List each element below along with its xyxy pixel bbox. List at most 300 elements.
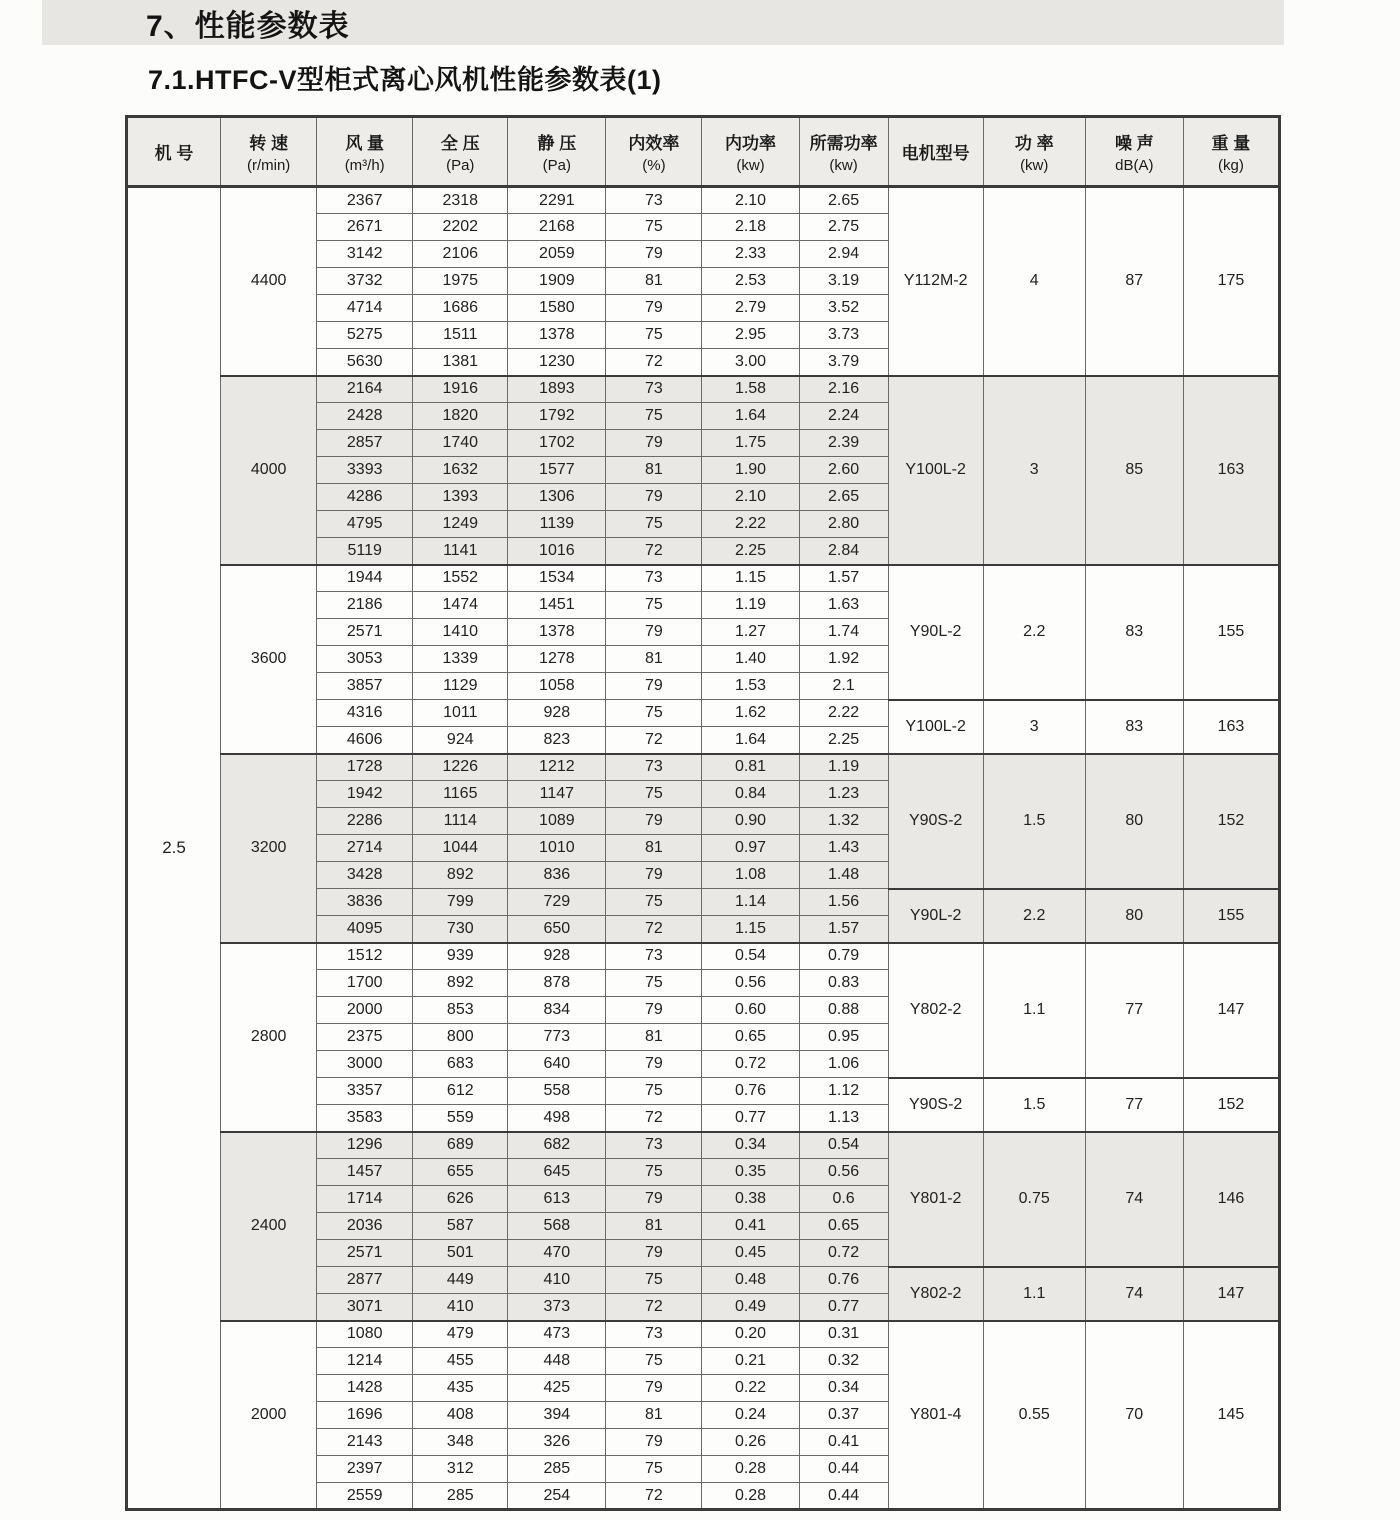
data-cell: 73 <box>606 943 702 970</box>
data-cell: 0.31 <box>799 1321 888 1348</box>
data-cell: 75 <box>606 1159 702 1186</box>
data-cell: 1141 <box>413 538 508 565</box>
table-row <box>127 1132 1280 1159</box>
data-cell: 0.26 <box>702 1429 799 1456</box>
data-cell: 1820 <box>413 403 508 430</box>
data-cell: 2143 <box>317 1429 413 1456</box>
data-cell: 1580 <box>508 295 606 322</box>
speed-cell: 2000 <box>221 1321 317 1510</box>
data-cell: 0.28 <box>702 1483 799 1510</box>
data-cell: 0.56 <box>799 1159 888 1186</box>
motor-model-cell: Y90S-2 <box>888 754 983 889</box>
data-cell: 1.56 <box>799 889 888 916</box>
data-cell: 1.63 <box>799 592 888 619</box>
data-cell: 1451 <box>508 592 606 619</box>
motor-model-cell: Y802-2 <box>888 943 983 1078</box>
data-cell: 2.1 <box>799 673 888 700</box>
data-cell: 1230 <box>508 349 606 376</box>
data-cell: 75 <box>606 1456 702 1483</box>
col-header-unit: (kw) <box>829 157 858 174</box>
data-cell: 348 <box>413 1429 508 1456</box>
data-cell: 0.72 <box>702 1051 799 1078</box>
data-cell: 0.34 <box>702 1132 799 1159</box>
data-cell: 1139 <box>508 511 606 538</box>
data-cell: 1089 <box>508 808 606 835</box>
data-cell: 2.24 <box>799 403 888 430</box>
col-header-unit: dB(A) <box>1115 157 1154 174</box>
data-cell: 626 <box>413 1186 508 1213</box>
data-cell: 394 <box>508 1402 606 1429</box>
performance-table <box>125 115 1281 1511</box>
data-cell: 72 <box>606 1105 702 1132</box>
data-cell: 2318 <box>413 187 508 214</box>
data-cell: 2186 <box>317 592 413 619</box>
motor-power-cell: 0.75 <box>983 1132 1085 1267</box>
data-cell: 0.76 <box>799 1267 888 1294</box>
data-cell: 1296 <box>317 1132 413 1159</box>
data-cell: 75 <box>606 511 702 538</box>
data-cell: 558 <box>508 1078 606 1105</box>
data-cell: 79 <box>606 484 702 511</box>
data-cell: 75 <box>606 970 702 997</box>
data-cell: 3357 <box>317 1078 413 1105</box>
table-row <box>127 187 1280 214</box>
col-header-0 <box>127 117 221 187</box>
data-cell: 559 <box>413 1105 508 1132</box>
data-cell: 3857 <box>317 673 413 700</box>
data-cell: 73 <box>606 1132 702 1159</box>
data-cell: 72 <box>606 349 702 376</box>
data-cell: 75 <box>606 781 702 808</box>
data-cell: 75 <box>606 214 702 241</box>
data-cell: 2.53 <box>702 268 799 295</box>
data-cell: 836 <box>508 862 606 889</box>
motor-noise-cell: 85 <box>1085 376 1183 565</box>
data-cell: 0.41 <box>799 1429 888 1456</box>
data-cell: 645 <box>508 1159 606 1186</box>
col-header-label: 内功率 <box>725 134 776 153</box>
data-cell: 1.40 <box>702 646 799 673</box>
motor-power-cell: 4 <box>983 187 1085 376</box>
header-row <box>127 117 1280 187</box>
data-cell: 73 <box>606 565 702 592</box>
data-cell: 1410 <box>413 619 508 646</box>
col-header-unit: (kg) <box>1218 157 1244 174</box>
motor-power-cell: 3 <box>983 376 1085 565</box>
data-cell: 435 <box>413 1375 508 1402</box>
data-cell: 75 <box>606 403 702 430</box>
data-cell: 1.15 <box>702 916 799 943</box>
data-cell: 0.6 <box>799 1186 888 1213</box>
data-cell: 613 <box>508 1186 606 1213</box>
data-cell: 2.84 <box>799 538 888 565</box>
data-cell: 1129 <box>413 673 508 700</box>
col-header-unit: (Pa) <box>542 157 572 174</box>
data-cell: 1226 <box>413 754 508 781</box>
motor-power-cell: 2.2 <box>983 565 1085 700</box>
data-cell: 2.16 <box>799 376 888 403</box>
data-cell: 1.19 <box>799 754 888 781</box>
motor-noise-cell: 74 <box>1085 1267 1183 1321</box>
motor-noise-cell: 77 <box>1085 943 1183 1078</box>
data-cell: 0.54 <box>702 943 799 970</box>
data-cell: 2.18 <box>702 214 799 241</box>
data-cell: 1393 <box>413 484 508 511</box>
data-cell: 1.12 <box>799 1078 888 1105</box>
data-cell: 1942 <box>317 781 413 808</box>
data-cell: 0.76 <box>702 1078 799 1105</box>
motor-noise-cell: 87 <box>1085 187 1183 376</box>
data-cell: 1700 <box>317 970 413 997</box>
data-cell: 1114 <box>413 808 508 835</box>
data-cell: 1714 <box>317 1186 413 1213</box>
data-cell: 1214 <box>317 1348 413 1375</box>
speed-cell: 4400 <box>221 187 317 376</box>
data-cell: 479 <box>413 1321 508 1348</box>
data-cell: 73 <box>606 1321 702 1348</box>
data-cell: 0.37 <box>799 1402 888 1429</box>
data-cell: 0.44 <box>799 1483 888 1510</box>
data-cell: 79 <box>606 673 702 700</box>
data-cell: 2.95 <box>702 322 799 349</box>
data-cell: 650 <box>508 916 606 943</box>
data-cell: 1.14 <box>702 889 799 916</box>
data-cell: 72 <box>606 916 702 943</box>
data-cell: 3393 <box>317 457 413 484</box>
table-row <box>127 943 1280 970</box>
data-cell: 79 <box>606 1186 702 1213</box>
data-cell: 939 <box>413 943 508 970</box>
data-cell: 2571 <box>317 1240 413 1267</box>
data-cell: 1378 <box>508 619 606 646</box>
data-cell: 0.77 <box>799 1294 888 1321</box>
col-header-3 <box>413 117 508 187</box>
data-cell: 326 <box>508 1429 606 1456</box>
data-cell: 0.72 <box>799 1240 888 1267</box>
data-cell: 655 <box>413 1159 508 1186</box>
table-body <box>127 187 1280 1510</box>
data-cell: 1.53 <box>702 673 799 700</box>
data-cell: 81 <box>606 646 702 673</box>
data-cell: 72 <box>606 727 702 754</box>
data-cell: 928 <box>508 943 606 970</box>
motor-noise-cell: 80 <box>1085 889 1183 943</box>
data-cell: 79 <box>606 619 702 646</box>
data-cell: 2.22 <box>799 700 888 727</box>
data-cell: 81 <box>606 1024 702 1051</box>
data-cell: 0.84 <box>702 781 799 808</box>
table-title: 7.1.HTFC-V型柜式离心风机性能参数表(1) <box>148 65 662 95</box>
data-cell: 3.73 <box>799 322 888 349</box>
data-cell: 1728 <box>317 754 413 781</box>
col-header-label: 内效率 <box>628 134 680 153</box>
data-cell: 0.65 <box>799 1213 888 1240</box>
col-header-5 <box>606 117 702 187</box>
data-cell: 2.22 <box>702 511 799 538</box>
data-cell: 1.08 <box>702 862 799 889</box>
motor-weight-cell: 146 <box>1183 1132 1279 1267</box>
data-cell: 0.45 <box>702 1240 799 1267</box>
data-cell: 800 <box>413 1024 508 1051</box>
data-cell: 0.48 <box>702 1267 799 1294</box>
data-cell: 1.75 <box>702 430 799 457</box>
data-cell: 1944 <box>317 565 413 592</box>
speed-cell: 4000 <box>221 376 317 565</box>
data-cell: 373 <box>508 1294 606 1321</box>
data-cell: 3.00 <box>702 349 799 376</box>
data-cell: 2.65 <box>799 484 888 511</box>
data-cell: 2559 <box>317 1483 413 1510</box>
data-cell: 0.22 <box>702 1375 799 1402</box>
data-cell: 1.13 <box>799 1105 888 1132</box>
data-cell: 1147 <box>508 781 606 808</box>
motor-power-cell: 2.2 <box>983 889 1085 943</box>
motor-weight-cell: 163 <box>1183 700 1279 754</box>
col-header-6 <box>702 117 799 187</box>
motor-noise-cell: 80 <box>1085 754 1183 889</box>
data-cell: 729 <box>508 889 606 916</box>
motor-power-cell: 3 <box>983 700 1085 754</box>
motor-weight-cell: 145 <box>1183 1321 1279 1510</box>
data-cell: 3836 <box>317 889 413 916</box>
data-cell: 1.32 <box>799 808 888 835</box>
data-cell: 73 <box>606 187 702 214</box>
data-cell: 1.57 <box>799 916 888 943</box>
data-cell: 0.56 <box>702 970 799 997</box>
data-cell: 2106 <box>413 241 508 268</box>
motor-power-cell: 0.55 <box>983 1321 1085 1510</box>
data-cell: 2291 <box>508 187 606 214</box>
data-cell: 0.49 <box>702 1294 799 1321</box>
data-cell: 1534 <box>508 565 606 592</box>
motor-power-cell: 1.5 <box>983 1078 1085 1132</box>
col-header-7 <box>799 117 888 187</box>
data-cell: 2428 <box>317 403 413 430</box>
data-cell: 312 <box>413 1456 508 1483</box>
data-cell: 425 <box>508 1375 606 1402</box>
data-cell: 75 <box>606 592 702 619</box>
data-cell: 79 <box>606 241 702 268</box>
data-cell: 823 <box>508 727 606 754</box>
data-cell: 2.10 <box>702 187 799 214</box>
data-cell: 878 <box>508 970 606 997</box>
data-cell: 683 <box>413 1051 508 1078</box>
data-cell: 689 <box>413 1132 508 1159</box>
data-cell: 2.75 <box>799 214 888 241</box>
data-cell: 1.64 <box>702 403 799 430</box>
data-cell: 928 <box>508 700 606 727</box>
data-cell: 1696 <box>317 1402 413 1429</box>
data-cell: 1916 <box>413 376 508 403</box>
data-cell: 2.80 <box>799 511 888 538</box>
data-cell: 1249 <box>413 511 508 538</box>
col-header-11 <box>1183 117 1279 187</box>
data-cell: 1010 <box>508 835 606 862</box>
data-cell: 2.94 <box>799 241 888 268</box>
data-cell: 73 <box>606 376 702 403</box>
data-cell: 0.81 <box>702 754 799 781</box>
data-cell: 3732 <box>317 268 413 295</box>
data-cell: 640 <box>508 1051 606 1078</box>
data-cell: 3.52 <box>799 295 888 322</box>
data-cell: 924 <box>413 727 508 754</box>
data-cell: 79 <box>606 1051 702 1078</box>
data-cell: 81 <box>606 1402 702 1429</box>
data-cell: 75 <box>606 322 702 349</box>
motor-model-cell: Y90L-2 <box>888 565 983 700</box>
data-cell: 79 <box>606 862 702 889</box>
col-header-label: 所需功率 <box>809 134 878 153</box>
data-cell: 4606 <box>317 727 413 754</box>
data-cell: 1080 <box>317 1321 413 1348</box>
data-cell: 3583 <box>317 1105 413 1132</box>
data-cell: 773 <box>508 1024 606 1051</box>
data-cell: 2.39 <box>799 430 888 457</box>
speed-cell: 3200 <box>221 754 317 943</box>
data-cell: 4316 <box>317 700 413 727</box>
data-cell: 3428 <box>317 862 413 889</box>
data-cell: 0.24 <box>702 1402 799 1429</box>
data-cell: 568 <box>508 1213 606 1240</box>
data-cell: 0.90 <box>702 808 799 835</box>
data-cell: 4286 <box>317 484 413 511</box>
col-header-9 <box>983 117 1085 187</box>
data-cell: 1.58 <box>702 376 799 403</box>
table-row <box>127 376 1280 403</box>
data-cell: 892 <box>413 862 508 889</box>
data-cell: 1428 <box>317 1375 413 1402</box>
data-cell: 892 <box>413 970 508 997</box>
motor-noise-cell: 83 <box>1085 700 1183 754</box>
motor-model-cell: Y801-2 <box>888 1132 983 1267</box>
col-header-label: 功 率 <box>1014 134 1054 153</box>
motor-noise-cell: 74 <box>1085 1132 1183 1267</box>
data-cell: 3142 <box>317 241 413 268</box>
data-cell: 1686 <box>413 295 508 322</box>
data-cell: 1.74 <box>799 619 888 646</box>
data-cell: 498 <box>508 1105 606 1132</box>
data-cell: 5119 <box>317 538 413 565</box>
data-cell: 473 <box>508 1321 606 1348</box>
section-title: 7、性能参数表 <box>146 9 350 43</box>
data-cell: 2164 <box>317 376 413 403</box>
data-cell: 0.44 <box>799 1456 888 1483</box>
speed-cell: 2400 <box>221 1132 317 1321</box>
data-cell: 1.57 <box>799 565 888 592</box>
table-row <box>127 754 1280 781</box>
data-cell: 1.06 <box>799 1051 888 1078</box>
data-cell: 3053 <box>317 646 413 673</box>
data-cell: 81 <box>606 835 702 862</box>
data-cell: 81 <box>606 268 702 295</box>
data-cell: 1.43 <box>799 835 888 862</box>
data-cell: 0.83 <box>799 970 888 997</box>
col-header-unit: (kw) <box>1020 157 1049 174</box>
data-cell: 2877 <box>317 1267 413 1294</box>
motor-weight-cell: 147 <box>1183 943 1279 1078</box>
motor-model-cell: Y100L-2 <box>888 376 983 565</box>
data-cell: 2714 <box>317 835 413 862</box>
data-cell: 2367 <box>317 187 413 214</box>
data-cell: 501 <box>413 1240 508 1267</box>
motor-power-cell: 1.1 <box>983 943 1085 1078</box>
data-cell: 285 <box>508 1456 606 1483</box>
data-cell: 1.19 <box>702 592 799 619</box>
col-header-label: 噪 声 <box>1114 134 1154 153</box>
data-cell: 1632 <box>413 457 508 484</box>
data-cell: 2571 <box>317 619 413 646</box>
data-cell: 1278 <box>508 646 606 673</box>
data-cell: 285 <box>413 1483 508 1510</box>
motor-model-cell: Y90L-2 <box>888 889 983 943</box>
data-cell: 79 <box>606 1240 702 1267</box>
data-cell: 2202 <box>413 214 508 241</box>
data-cell: 1339 <box>413 646 508 673</box>
data-cell: 2.10 <box>702 484 799 511</box>
data-cell: 0.34 <box>799 1375 888 1402</box>
data-cell: 2857 <box>317 430 413 457</box>
data-cell: 75 <box>606 1267 702 1294</box>
data-cell: 0.20 <box>702 1321 799 1348</box>
motor-model-cell: Y112M-2 <box>888 187 983 376</box>
data-cell: 5630 <box>317 349 413 376</box>
col-header-4 <box>508 117 606 187</box>
col-header-unit: (Pa) <box>446 157 475 174</box>
data-cell: 799 <box>413 889 508 916</box>
data-cell: 1457 <box>317 1159 413 1186</box>
data-cell: 1381 <box>413 349 508 376</box>
data-cell: 730 <box>413 916 508 943</box>
data-cell: 1016 <box>508 538 606 565</box>
data-cell: 0.65 <box>702 1024 799 1051</box>
motor-noise-cell: 77 <box>1085 1078 1183 1132</box>
data-cell: 2.60 <box>799 457 888 484</box>
col-header-2 <box>317 117 413 187</box>
data-cell: 455 <box>413 1348 508 1375</box>
data-cell: 1306 <box>508 484 606 511</box>
data-cell: 2.25 <box>799 727 888 754</box>
data-cell: 1512 <box>317 943 413 970</box>
data-cell: 612 <box>413 1078 508 1105</box>
data-cell: 1.92 <box>799 646 888 673</box>
data-cell: 72 <box>606 538 702 565</box>
data-cell: 448 <box>508 1348 606 1375</box>
data-cell: 1.27 <box>702 619 799 646</box>
data-cell: 410 <box>508 1267 606 1294</box>
data-cell: 79 <box>606 997 702 1024</box>
data-cell: 2059 <box>508 241 606 268</box>
speed-cell: 2800 <box>221 943 317 1132</box>
data-cell: 0.77 <box>702 1105 799 1132</box>
data-cell: 1975 <box>413 268 508 295</box>
data-cell: 1702 <box>508 430 606 457</box>
data-cell: 75 <box>606 889 702 916</box>
data-cell: 1044 <box>413 835 508 862</box>
data-cell: 75 <box>606 1078 702 1105</box>
motor-weight-cell: 147 <box>1183 1267 1279 1321</box>
data-cell: 4795 <box>317 511 413 538</box>
data-cell: 449 <box>413 1267 508 1294</box>
data-cell: 2.33 <box>702 241 799 268</box>
col-header-8 <box>888 117 983 187</box>
data-cell: 1.90 <box>702 457 799 484</box>
col-header-unit: (kw) <box>736 157 765 174</box>
data-cell: 2.79 <box>702 295 799 322</box>
data-cell: 1909 <box>508 268 606 295</box>
data-cell: 1011 <box>413 700 508 727</box>
data-cell: 0.97 <box>702 835 799 862</box>
col-header-label: 电机型号 <box>901 144 970 163</box>
